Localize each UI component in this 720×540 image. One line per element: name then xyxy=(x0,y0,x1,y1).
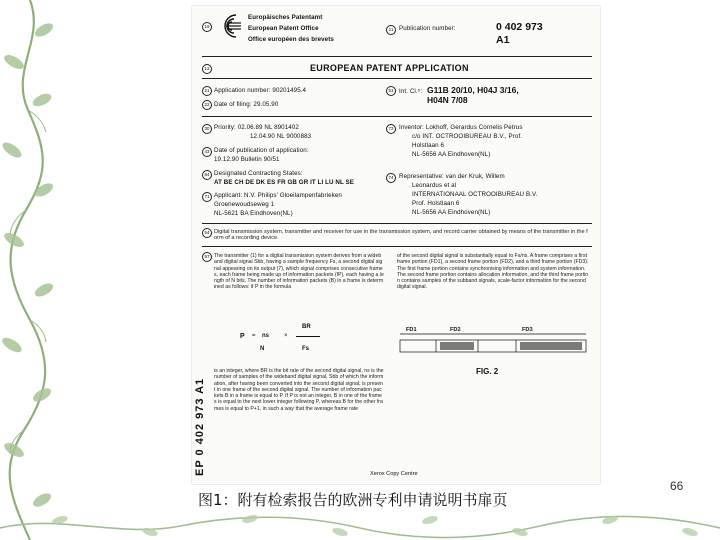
printer-mark: Xerox Copy Centre xyxy=(370,471,418,477)
epo-logo xyxy=(214,11,242,41)
int-cl-line2: H04N 7/08 xyxy=(427,95,468,105)
abstract-left: The transmitter (1) for a digital transmission system derives from a wideband digital signal Sbb, having a sample frequency Fs, a second digital signal appearing on its output (7), which signal comprises consecutive frames, each frame being made up of information packets (IP), each having a length of N bits. The number of information packets (B) in a frame is determined as follows: if P in the formula xyxy=(214,253,384,291)
marker-72: 72 xyxy=(386,124,396,134)
marker-11: 11 xyxy=(386,25,396,35)
formula-br: BR xyxy=(302,324,311,330)
marker-71: 71 xyxy=(202,192,212,202)
designated-states-label: Designated Contracting States: xyxy=(214,170,303,177)
publication-label: Publication number: xyxy=(399,25,456,32)
marker-51: 51 xyxy=(386,86,396,96)
patent-document xyxy=(192,6,600,484)
marker-84: 84 xyxy=(202,170,212,180)
inventor-line3: Holstlaan 6 xyxy=(412,142,445,149)
abstract-right: of the second digital signal is substantially equal to Fs/ns. A frame comprises a first frame portion (FD1), a second frame portion (FD2), and a third frame portion (FD3). The first frame portion contains synchronising information and system information. The second frame portion contains allocation information, and the third frame portion contains samples of the subband signals, scale-factor information for the second digital signal. xyxy=(397,253,589,291)
formula-n: N xyxy=(260,346,265,352)
figure-caption: 图1：附有检索报告的欧洲专利申请说明书扉页 xyxy=(198,491,508,509)
publication-number: 0 402 973 xyxy=(496,21,543,33)
inventor-line4: NL-5656 AA Eindhoven(NL) xyxy=(412,151,491,158)
marker-57: 57 xyxy=(202,252,212,262)
priority: Priority: 02.06.89 NL 8901402 xyxy=(214,124,299,131)
marker-43: 43 xyxy=(202,147,212,157)
date-of-publication: Date of publication of application: xyxy=(214,147,309,154)
formula-p: P xyxy=(240,333,245,340)
office-de: Europäisches Patentamt xyxy=(248,14,323,21)
representative-line3: INTERNATIONAAL OCTROOIBUREAU B.V. xyxy=(412,191,538,198)
marker-12: 12 xyxy=(202,64,212,74)
side-publication-number: EP 0 402 973 A1 xyxy=(194,377,206,476)
page-number: 66 xyxy=(670,479,684,493)
representative: Representative: van der Kruk, Willem xyxy=(399,173,505,180)
figure-fd2: FD2 xyxy=(450,327,461,333)
publication-kind: A1 xyxy=(496,34,510,46)
formula-ns: ns xyxy=(262,333,270,339)
application-number: Application number: 90201495.4 xyxy=(214,87,307,94)
marker-74: 74 xyxy=(386,173,396,183)
bulletin: 19.12.90 Bulletin 90/51 xyxy=(214,156,280,163)
applicant: Applicant: N.V. Philips' Gloeilampenfabrieken xyxy=(214,192,342,199)
figure-fd1: FD1 xyxy=(406,327,417,333)
marker-30: 30 xyxy=(202,124,212,134)
int-cl-line1: G11B 20/10, H04J 3/16, xyxy=(427,85,519,95)
priority-2: 12.04.90 NL 9000883 xyxy=(250,133,312,140)
title-of-invention: Digital transmission system, transmitter and receiver for use in the transmission system, and record carrier obtained by means of the transmitter in the form of a recording device. xyxy=(214,229,588,242)
abstract-lower: is an integer, where BR is the bit rate of the second digital signal, ns is the number of samples of the wideband digital signal, Sbb of which the information, after having been converted into the second digital signal, is present in one frame of the second digital signal. The number of information packets B in a frame is equal to P. If P is not an integer, B in one of the frames is equal to the next lower integer following P, whereas B for the other frames is equal to P+1, in such a way that the average frame rate xyxy=(214,368,384,412)
inventor-line2: c/o INT. OCTROOIBUREAU B.V., Prof. xyxy=(412,133,523,140)
inventor: Inventor: Lokhoff, Gerardus Cornelis Petrus xyxy=(399,124,523,131)
representative-line2: Leonardus et al xyxy=(412,182,457,189)
formula-fs: Fs xyxy=(302,346,310,352)
applicant-city: NL-5621 BA Eindhoven(NL) xyxy=(214,210,293,217)
representative-line4: Prof. Holstlaan 6 xyxy=(412,200,460,207)
figure-fd3: FD3 xyxy=(522,327,533,333)
int-cl-label: Int. Cl.⁵: xyxy=(399,88,423,95)
vine-decoration-left xyxy=(0,0,62,540)
office-fr: Office européen des brevets xyxy=(248,36,334,43)
marker-21: 21 xyxy=(202,86,212,96)
figure-label: FIG. 2 xyxy=(476,367,499,376)
marker-19: 19 xyxy=(202,22,212,32)
designated-states: AT BE CH DE DK ES FR GB GR IT LI LU NL SE xyxy=(214,179,354,186)
document-title: EUROPEAN PATENT APPLICATION xyxy=(310,63,469,73)
office-en: European Patent Office xyxy=(248,25,319,32)
formula: BR P = ns × N Fs xyxy=(240,324,311,352)
marker-22: 22 xyxy=(202,100,212,110)
date-of-filing: Date of filing: 29.05.90 xyxy=(214,101,279,108)
representative-line5: NL-5656 AA Eindhoven(NL) xyxy=(412,209,491,216)
marker-54: 54 xyxy=(202,228,212,238)
applicant-address: Groenewoudseweg 1 xyxy=(214,201,275,208)
